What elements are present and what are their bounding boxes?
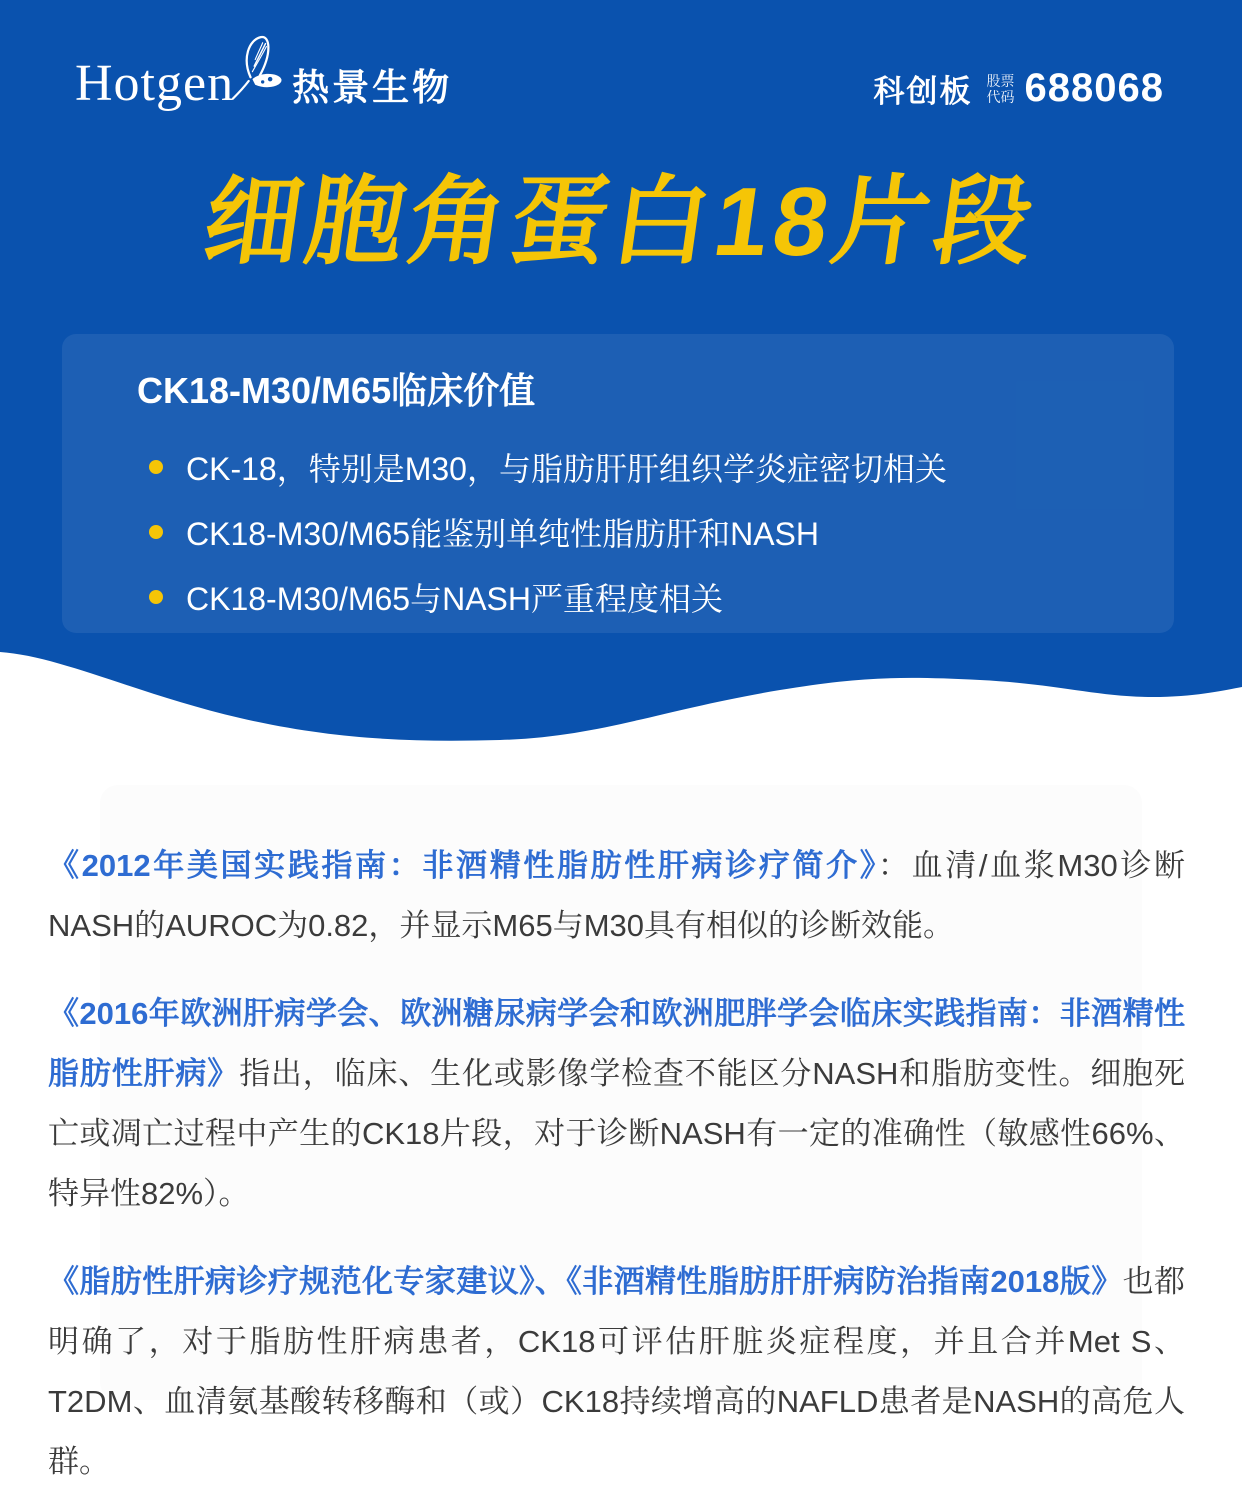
guideline-title-highlight: 《脂肪性肝病诊疗规范化专家建议》、《非酒精性脂肪肝肝病防治指南2018版》 — [48, 1264, 1123, 1299]
page-title: 细胞角蛋白18片段 — [197, 167, 1045, 276]
stock-code: 688068 — [1024, 66, 1164, 110]
bullet-dot-icon — [149, 525, 163, 539]
top-bar — [0, 0, 1242, 111]
brand-name-cn: 热景生物 — [292, 67, 453, 108]
clinical-value-heading: CK18-M30/M65临床价值 — [137, 370, 536, 411]
bullet-text: CK18-M30/M65能鉴别单纯性脂肪肝和NASH — [186, 515, 820, 552]
paragraph-cn-expert-guidelines — [48, 1252, 1185, 1492]
stock-info — [874, 66, 1164, 111]
bullet-dot-icon — [149, 590, 163, 604]
bullet-text: CK-18，特别是M30，与脂肪肝肝组织学炎症密切相关 — [186, 450, 947, 487]
guideline-title-highlight: 《2012年美国实践指南：非酒精性脂肪性肝病诊疗简介》 — [48, 848, 878, 883]
paragraph-body-text: 也都明确了，对于脂肪性肝病患者，CK18可评估肝脏炎症程度，并且合并Met S、T2DM、血清氨基酸转移酶和（或）CK18持续增高的NAFLD患者是NASH的高危人群。 — [48, 1264, 1185, 1479]
list-item — [137, 434, 1134, 499]
stock-caption-line1: 股票 — [986, 72, 1015, 89]
paragraph-body-text: ：血清/血浆M30诊断NASH的AUROC为0.82，并显示M65与M30具有相似的诊断效能。 — [48, 848, 1185, 943]
list-item — [137, 499, 1134, 564]
clinical-value-card — [62, 334, 1174, 633]
wave-divider — [0, 650, 1242, 750]
stock-board-label: 科创板 — [873, 74, 973, 109]
paragraph-2016-eu-guideline — [48, 984, 1185, 1224]
list-item — [137, 564, 1134, 629]
paragraph-2012-us-guideline — [48, 836, 1185, 956]
stock-code-caption — [987, 73, 1015, 105]
bullet-dot-icon — [149, 460, 163, 474]
bullet-text: CK18-M30/M65与NASH严重程度相关 — [186, 580, 724, 617]
brand-logo — [75, 50, 452, 110]
butterfly-icon — [230, 34, 286, 100]
paragraph-body-text: 指出，临床、生化或影像学检查不能区分NASH和脂肪变性。细胞死亡或凋亡过程中产生的CK18片段，对于诊断NASH有一定的准确性（敏感性66%、特异性82%）。 — [48, 1056, 1186, 1211]
stock-caption-line2: 代码 — [986, 88, 1015, 105]
hero-section — [0, 0, 1242, 650]
clinical-value-list — [137, 434, 1134, 629]
guideline-title-highlight: 《2016年欧洲肝病学会、欧洲糖尿病学会和欧洲肥胖学会临床实践指南：非酒精性脂肪性肝病》 — [48, 996, 1185, 1091]
content-paragraphs — [0, 750, 1242, 1492]
content-section — [0, 750, 1242, 1492]
hotgen-logo-text: Hotgen — [75, 55, 235, 112]
